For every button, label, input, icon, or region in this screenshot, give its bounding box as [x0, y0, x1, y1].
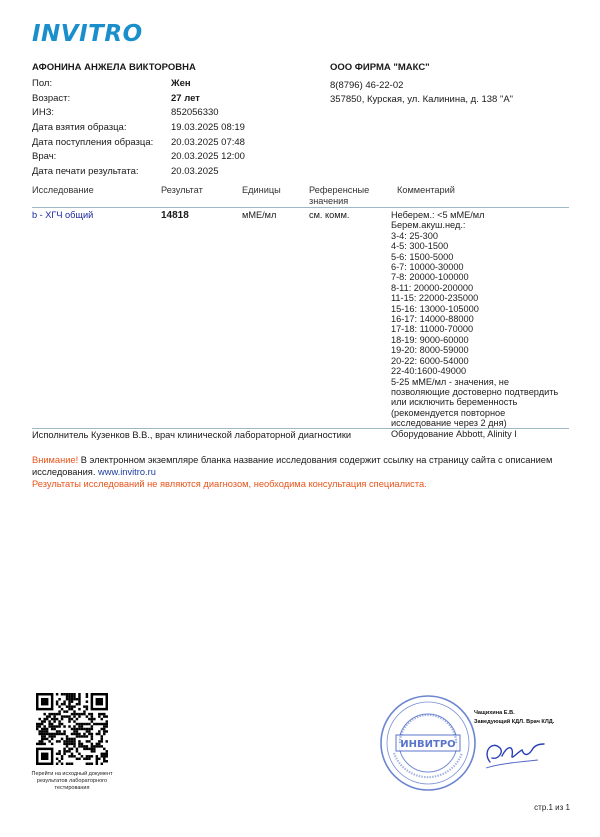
comment-line: исследование через 2 дня) [391, 418, 507, 429]
comment-line: 4-5: 300-1500 [391, 241, 449, 252]
lab-address: 357850, Курская, ул. Калинина, д. 138 "А" [330, 94, 514, 106]
header-reference-line1: Референсные [309, 185, 370, 195]
header-comment: Комментарий [397, 185, 455, 195]
patient-field-print-date [32, 164, 245, 179]
comment-line: 6-7: 10000-30000 [391, 262, 464, 273]
patient-field-inz [32, 105, 245, 120]
header-reference [309, 185, 369, 207]
signatory-name: Чащихина Е.В. [474, 710, 515, 716]
executor-line: Исполнитель Кузенков В.В., врач клинической лабораторной диагностики [32, 430, 352, 440]
result-units: мМЕ/мл [242, 210, 277, 220]
comment-line: (рекомендуется повторное [391, 407, 506, 418]
patient-name: АФОНИНА АНЖЕЛА ВИКТОРОВНА [32, 62, 196, 73]
invitro-link[interactable]: www.invitro.ru [98, 467, 156, 477]
field-label: Врач: [32, 151, 57, 163]
lab-name: ООО ФИРМА "МАКС" [330, 62, 430, 73]
patient-field-sample-received [32, 135, 245, 150]
comment-line: позволяющие достоверно подтвердить [391, 386, 559, 397]
patient-field-age [32, 91, 245, 106]
comment-line: Берем.акуш.нед.: [391, 220, 466, 231]
comment-line: 16-17: 14000-88000 [391, 314, 474, 325]
comment-line: Оборудование Abbott, Alinity I [391, 428, 517, 439]
header-result: Результат [161, 185, 203, 195]
lab-stamp-icon [378, 693, 478, 793]
test-name-link[interactable]: b - ХГЧ общий [32, 210, 94, 220]
patient-field-sex [32, 76, 245, 91]
field-value: 19.03.2025 08:19 [171, 121, 245, 133]
field-value: 20.03.2025 12:00 [171, 151, 245, 163]
disclaimer: Результаты исследований не являются диагнозом, необходима консультация специалиста. [32, 479, 427, 489]
comment-line: 19-20: 8000-59000 [391, 345, 469, 356]
invitro-logo: INVITRO [32, 21, 143, 47]
field-label: Возраст: [32, 92, 71, 104]
notes [32, 454, 572, 490]
comment-line: 5-6: 1500-5000 [391, 251, 454, 262]
table-bottom-divider [32, 428, 569, 429]
result-value: 14818 [161, 210, 189, 221]
patient-field-sample-taken [32, 120, 245, 135]
field-value: Жен [171, 77, 191, 89]
qr-caption: Перейти на исходный документ результатов лабораторного тестирования [31, 771, 113, 791]
comment-line: 18-19: 9000-60000 [391, 334, 469, 345]
attention-label: Внимание! [32, 455, 79, 465]
comment-line: 8-11: 20000-200000 [391, 282, 474, 293]
comment-line: 22-40:1600-49000 [391, 366, 467, 377]
comment-line: 11-15: 22000-235000 [391, 293, 479, 304]
lab-info [330, 62, 513, 109]
field-label: Дата поступления образца: [32, 136, 154, 148]
field-value: 852056330 [171, 107, 219, 119]
comment-line: 20-22: 6000-54000 [391, 355, 469, 366]
page-number: стр.1 из 1 [534, 803, 570, 812]
header-reference-line2: значения [309, 196, 349, 206]
lab-phone: 8(8796) 46-22-02 [330, 79, 404, 91]
comment-line: 7-8: 20000-100000 [391, 272, 469, 283]
field-label: ИНЗ: [32, 107, 55, 119]
field-value: 27 лет [171, 92, 200, 104]
header-units: Единицы [242, 185, 281, 195]
comment-line: или исключить беременность [391, 397, 518, 408]
table-divider [32, 207, 569, 208]
signature-icon [478, 722, 553, 774]
header-test: Исследование [32, 185, 94, 195]
notes-text: В электронном экземпляре бланка название исследования содержит ссылку на страницу сайта с описанием исследования. [32, 455, 553, 477]
field-label: Дата печати результата: [32, 165, 139, 177]
comment-line: 15-16: 13000-105000 [391, 303, 479, 314]
qr-code[interactable] [36, 693, 108, 765]
comment-line: 5-25 мМЕ/мл - значения, не [391, 376, 509, 387]
stamp-text: ИНВИТРО [400, 739, 456, 750]
signatory-title: Заведующий КДЛ. Врач КЛД. [474, 719, 555, 725]
patient-field-doctor [32, 149, 245, 164]
field-value: 20.03.2025 [171, 165, 219, 177]
patient-info [32, 62, 245, 179]
comment-line: 3-4: 25-300 [391, 230, 438, 241]
field-value: 20.03.2025 07:48 [171, 136, 245, 148]
field-label: Дата взятия образца: [32, 121, 127, 133]
comment-line: Неберем.: <5 мМЕ/мл [391, 210, 485, 220]
reference-value: см. комм. [309, 210, 350, 220]
comment-block [391, 210, 571, 439]
field-label: Пол: [32, 77, 53, 89]
comment-line: 17-18: 11000-70000 [391, 324, 474, 335]
